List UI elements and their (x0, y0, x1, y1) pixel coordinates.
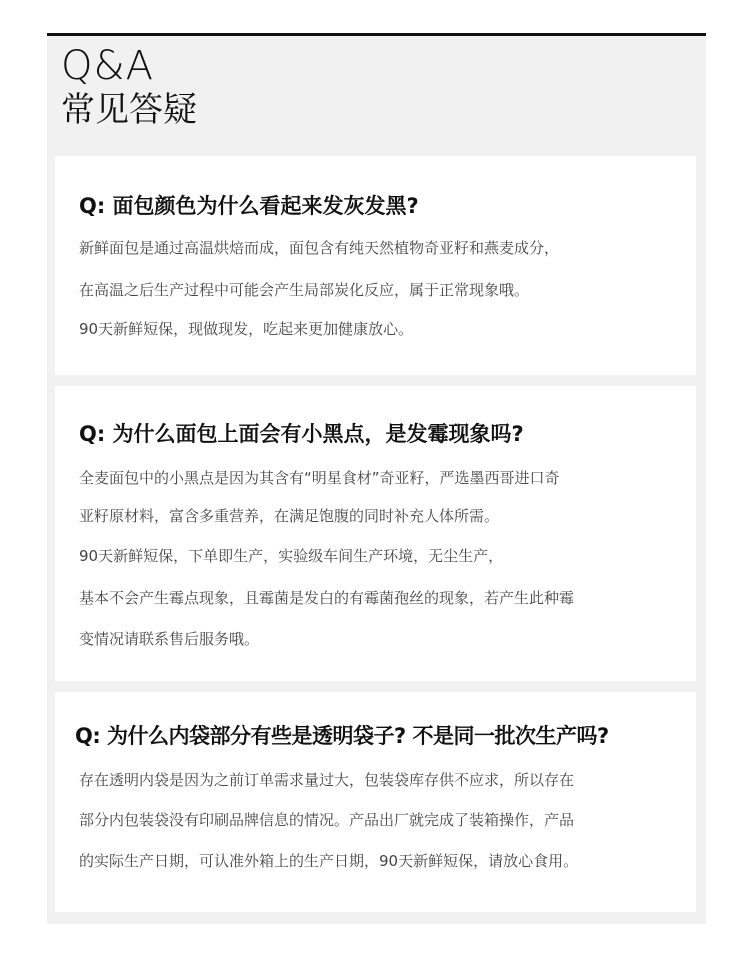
faq-answer-2-line-3: 90天新鲜短保，下单即生产，实验级车间生产环境，无尘生产， (79, 547, 504, 565)
faq-answer-3-line-1: 存在透明内袋是因为之前订单需求量过大，包装袋库存供不应求，所以存在 (79, 771, 575, 789)
faq-answer-1-line-2: 在高温之后生产过程中可能会产生局部炭化反应，属于正常现象哦。 (79, 281, 530, 299)
faq-answer-2-line-4: 基本不会产生霉点现象，且霉菌是发白的有霉菌孢丝的现象，若产生此种霉 (79, 589, 575, 607)
heading-chinese: 常见答疑 (61, 90, 197, 130)
faq-answer-2-line-5: 变情况请联系售后服务哦。 (79, 630, 260, 648)
faq-answer-2-line-1: 全麦面包中的小黑点是因为其含有“明星食材”奇亚籽，严选墨西哥进口奇 (79, 469, 560, 487)
faq-answer-3-line-2: 部分内包装袋没有印刷品牌信息的情况。产品出厂就完成了装箱操作，产品 (79, 811, 575, 829)
faq-card-1 (55, 156, 696, 375)
faq-answer-2-line-2: 亚籽原材料，富含多重营养，在满足饱腹的同时补充人体所需。 (79, 507, 500, 525)
faq-answer-3-line-3: 的实际生产日期，可认准外箱上的生产日期，90天新鲜短保，请放心食用。 (79, 852, 579, 870)
heading-english: Q&A (61, 43, 155, 89)
faq-answer-1-line-1: 新鲜面包是通过高温烘焙而成，面包含有纯天然植物奇亚籽和燕麦成分， (79, 239, 560, 257)
faq-card-2 (55, 386, 696, 681)
faq-card-3 (55, 692, 696, 912)
faq-question-1: Q: 面包颜色为什么看起来发灰发黑? (79, 194, 419, 218)
faq-panel (47, 33, 706, 924)
faq-answer-1-line-3: 90天新鲜短保，现做现发，吃起来更加健康放心。 (79, 320, 414, 338)
faq-question-3: Q: 为什么内袋部分有些是透明袋子? 不是同一批次生产吗? (75, 724, 609, 748)
faq-question-2: Q: 为什么面包上面会有小黑点，是发霉现象吗? (79, 422, 524, 446)
